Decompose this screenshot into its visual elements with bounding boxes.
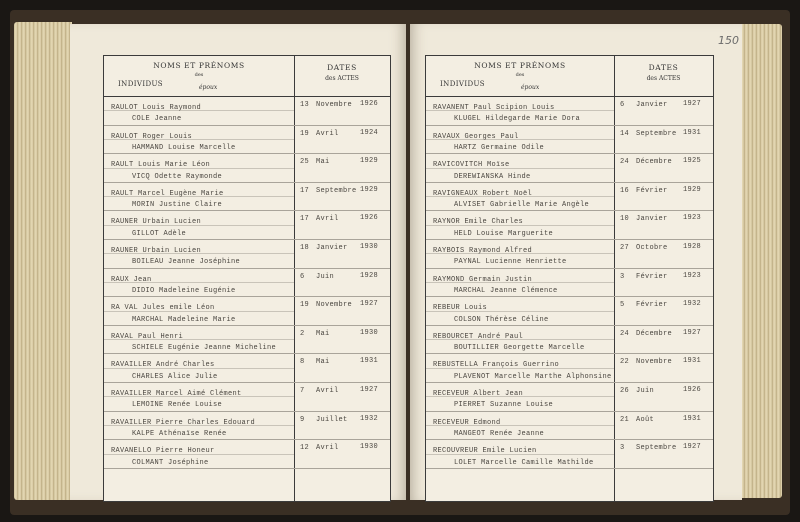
wife-name: COLE Jeanne [132, 115, 182, 124]
date-year: 1931 [683, 128, 702, 137]
date-day: 17 [300, 215, 310, 224]
row-rule [104, 239, 390, 240]
husband-name: RAYBOIS Raymond Alfred [433, 247, 533, 255]
date-year: 1927 [360, 300, 379, 309]
date-month: Janvier [316, 244, 348, 252]
names-header-title: NOMS ET PRÉNOMS [474, 61, 566, 70]
husband-name: RAYNOR Emile Charles [433, 218, 524, 227]
wife-name: PLAVENOT Marcelle Marthe Alphonsine [454, 372, 612, 381]
names-header-title: NOMS ET PRÉNOMS [153, 61, 245, 70]
husband-name: RAVAILLER Pierre Charles Edouard [111, 418, 256, 427]
row-rule [104, 382, 390, 383]
date-year: 1927 [683, 328, 702, 337]
wife-name: COLMANT Joséphine [132, 458, 209, 467]
husband-name: RAUNER Urbain Lucien [111, 218, 202, 227]
date-month: Septembre [636, 129, 677, 138]
wife-name: DEREWIANSKA Hinde [454, 172, 531, 181]
date-month: Novembre [316, 101, 353, 109]
wife-name: MORIN Justine Claire [132, 201, 223, 210]
date-month: Octobre [636, 244, 668, 252]
date-month: Novembre [316, 301, 353, 310]
date-year: 1924 [360, 128, 379, 137]
row-rule [426, 439, 713, 440]
date-year: 1926 [683, 386, 702, 394]
wife-name: LOLET Marcelle Camille Mathilde [454, 458, 594, 467]
row-rule [426, 239, 713, 240]
date-year: 1926 [360, 214, 379, 223]
wife-name: COLSON Thérèse Céline [454, 315, 549, 324]
husband-name: REBOURCET André Paul [433, 332, 524, 341]
date-year: 1931 [683, 414, 702, 423]
dates-header-sub: des ACTES [325, 75, 359, 82]
names-header-epoux: époux [521, 84, 540, 91]
wife-name: PAYNAL Lucienne Henriette [454, 258, 567, 267]
date-year: 1932 [683, 300, 702, 309]
husband-name: RAVAILLER Marcel Aimé Clément [111, 390, 242, 398]
date-day: 19 [300, 301, 310, 310]
date-month: Juillet [316, 415, 348, 424]
row-rule [426, 325, 713, 326]
husband-name: RAVICOVITCH Moïse [433, 161, 510, 170]
names-header-des: des [515, 72, 525, 78]
wife-name: HELD Louise Marguerite [454, 229, 554, 238]
dates-header-sub: des ACTES [646, 75, 681, 82]
date-day: 19 [300, 129, 310, 138]
column-divider [614, 56, 615, 501]
date-day: 6 [620, 101, 625, 109]
husband-name: RECEVEUR Edmond [433, 418, 501, 427]
row-rule [426, 382, 713, 383]
page-number: 150 [718, 34, 739, 47]
husband-name: RAULOT Roger Louis [111, 132, 193, 141]
date-year: 1928 [683, 243, 702, 251]
husband-name: REBEUR Louis [433, 304, 488, 313]
date-year: 1930 [360, 443, 379, 452]
date-month: Avril [316, 129, 339, 138]
names-header-individus: INDIVIDUS [440, 80, 485, 88]
date-day: 6 [300, 272, 305, 281]
date-day: 14 [620, 129, 630, 138]
date-day: 18 [300, 244, 310, 252]
wife-name: ALVISET Gabrielle Marie Angèle [454, 201, 590, 210]
dates-header-title: DATES [327, 63, 357, 72]
husband-name: RAULT Marcel Eugène Marie [111, 189, 224, 198]
wife-name: KLUGEL Hildegarde Marie Dora [454, 115, 581, 124]
husband-name: RAVANENT Paul Scipion Louis [433, 104, 555, 112]
husband-name: RAULT Louis Marie Léon [111, 161, 211, 170]
date-day: 3 [620, 444, 625, 453]
row-rule [426, 153, 713, 154]
date-month: Janvier [636, 215, 668, 224]
row-rule [104, 353, 390, 354]
row-rule [426, 296, 713, 297]
row-rule [104, 411, 390, 412]
names-header-individus: INDIVIDUS [118, 80, 163, 88]
page-stack-right [740, 24, 782, 498]
names-header-des: des [194, 72, 204, 78]
date-day: 26 [620, 387, 630, 395]
date-month: Décembre [636, 329, 673, 338]
row-rule [426, 353, 713, 354]
date-day: 8 [300, 358, 305, 367]
wife-name: PIERRET Suzanne Louise [454, 401, 554, 410]
husband-name: RAYMOND Germain Justin [433, 275, 533, 284]
husband-name: RAVANELLO Pierre Honeur [111, 447, 215, 456]
date-month: Juin [316, 272, 335, 281]
date-year: 1929 [683, 185, 702, 194]
husband-name: RAUX Jean [111, 275, 152, 284]
date-day: 16 [620, 186, 630, 195]
row-rule [426, 125, 713, 126]
date-day: 12 [300, 444, 310, 453]
date-day: 9 [300, 415, 305, 424]
wife-name: SCHIELE Eugénie Jeanne Micheline [132, 344, 277, 353]
husband-name: RAVAUX Georges Paul [433, 132, 519, 141]
date-day: 24 [620, 329, 630, 338]
wife-name: DIDIO Madeleine Eugénie [132, 286, 236, 295]
date-day: 5 [620, 301, 625, 310]
date-year: 1931 [360, 357, 379, 366]
row-rule [104, 125, 390, 126]
date-day: 24 [620, 158, 630, 167]
date-month: Février [636, 186, 668, 195]
date-day: 7 [300, 387, 305, 395]
date-month: Septembre [316, 186, 357, 195]
date-month: Février [636, 272, 668, 281]
date-year: 1926 [360, 100, 379, 108]
date-year: 1930 [360, 328, 379, 337]
wife-name: CHARLES Alice Julie [132, 372, 218, 381]
page-stack-left [14, 22, 72, 500]
wife-name: MARCHAL Madeleine Marie [132, 315, 236, 324]
husband-name: RAULOT Louis Raymond [111, 104, 202, 112]
date-month: Mai [316, 158, 330, 167]
wife-name: MARCHAL Jeanne Clémence [454, 286, 558, 295]
date-month: Juin [636, 387, 655, 395]
row-rule [426, 468, 713, 469]
date-year: 1932 [360, 414, 379, 423]
husband-name: RECEVEUR Albert Jean [433, 390, 524, 398]
date-year: 1931 [683, 357, 702, 366]
date-month: Janvier [636, 101, 668, 109]
date-day: 13 [300, 101, 310, 109]
date-month: Septembre [636, 444, 677, 453]
date-day: 10 [620, 215, 630, 224]
wife-name: LEMOINE Renée Louise [132, 401, 223, 410]
wife-name: MANGEOT Renée Jeanne [454, 429, 545, 438]
row-rule [426, 182, 713, 183]
date-year: 1927 [360, 386, 379, 394]
husband-name: RAUNER Urbain Lucien [111, 247, 202, 255]
row-rule [104, 468, 390, 469]
date-year: 1925 [683, 157, 702, 166]
date-month: Mai [316, 358, 330, 367]
register-table-left [103, 55, 391, 502]
row-rule [104, 325, 390, 326]
row-rule [104, 210, 390, 211]
wife-name: HAMMAND Louise Marcelle [132, 143, 236, 152]
date-month: Avril [316, 215, 339, 224]
date-month: Avril [316, 387, 339, 395]
husband-name: RECOUVREUR Emile Lucien [433, 447, 537, 456]
husband-name: RAVIGNEAUX Robert Noël [433, 189, 533, 198]
husband-name: REBUSTELLA François Guerrino [433, 361, 560, 370]
date-day: 17 [300, 186, 310, 195]
wife-name: GILLOT Adèle [132, 229, 187, 238]
husband-name: RAVAILLER André Charles [111, 361, 215, 370]
date-day: 3 [620, 272, 625, 281]
wife-name: KALPE Athénaïse Renée [132, 429, 227, 438]
husband-name: RAVAL Paul Henri [111, 332, 184, 341]
date-year: 1929 [360, 157, 379, 166]
date-month: Avril [316, 444, 339, 453]
date-year: 1927 [683, 100, 702, 108]
date-month: Novembre [636, 358, 673, 367]
husband-name: RA VAL Jules emile Léon [111, 304, 215, 313]
row-rule [104, 439, 390, 440]
row-rule [104, 182, 390, 183]
date-month: Décembre [636, 158, 673, 167]
register-table-right [425, 55, 714, 502]
column-divider [294, 56, 295, 501]
date-month: Août [636, 415, 655, 424]
header-divider [104, 96, 390, 97]
wife-name: BOILEAU Jeanne Joséphine [132, 258, 241, 267]
row-rule [104, 296, 390, 297]
date-year: 1929 [360, 185, 379, 194]
date-day: 25 [300, 158, 310, 167]
date-day: 21 [620, 415, 630, 424]
date-year: 1923 [683, 271, 702, 280]
date-year: 1930 [360, 243, 379, 251]
date-day: 22 [620, 358, 630, 367]
dates-header-title: DATES [648, 63, 679, 72]
date-month: Mai [316, 329, 330, 338]
row-rule [104, 153, 390, 154]
date-year: 1923 [683, 214, 702, 223]
date-year: 1927 [683, 443, 702, 452]
wife-name: BOUTILLIER Georgette Marcelle [454, 344, 585, 353]
row-rule [104, 268, 390, 269]
row-rule [426, 210, 713, 211]
date-year: 1928 [360, 271, 379, 280]
wife-name: VICQ Odette Raymonde [132, 172, 223, 181]
date-day: 27 [620, 244, 630, 252]
row-rule [426, 268, 713, 269]
wife-name: HARTZ Germaine Odile [454, 143, 545, 152]
header-divider [426, 96, 713, 97]
names-header-epoux: époux [199, 84, 218, 91]
date-day: 2 [300, 329, 305, 338]
row-rule [426, 411, 713, 412]
date-month: Février [636, 301, 668, 310]
